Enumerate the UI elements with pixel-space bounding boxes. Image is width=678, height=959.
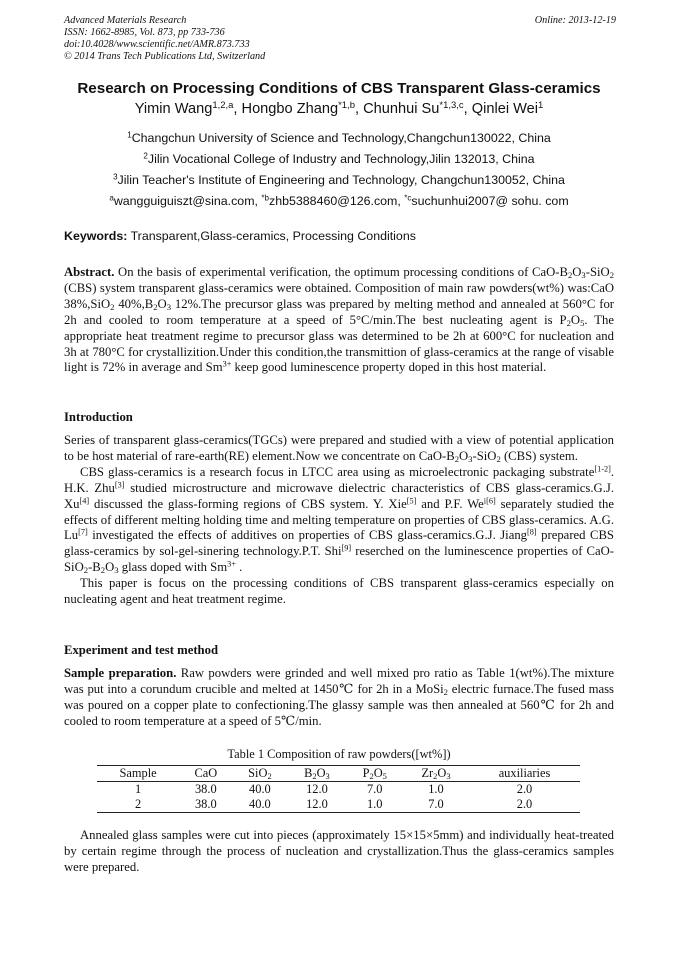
table-cell: 40.0 [232,797,287,813]
column-header: $B_2O_3$ [287,766,346,782]
table-cell: 12.0 [287,797,346,813]
column-header: $Zr_2O_3$ [403,766,469,782]
running-header [64,15,616,63]
column-header: auxiliaries [469,766,580,782]
citation-ref: [9] [341,543,352,553]
section-heading-experiment: Experiment and test method [64,643,219,657]
abstract [64,265,614,376]
citation-ref: i[6] [483,496,496,506]
table-cell: 38.0 [179,797,232,813]
table-cell: 1.0 [347,797,403,813]
keywords-label: Keywords: [64,229,128,243]
abstract-paragraph: Abstract. On the basis of experimental verification, the optimum processing conditions of CaO-$B_2O_3-SiO_2$ (CBS) system transparent glass-ceramics were obtained. Composition of main raw powders(wt%) was:CaO 38%,SiO$_2$ $40\%,B_2O_3$ 12%.The precursor glass was prepared by melting method and annealed at 560°C for 2h and cooled to room temperature at a speed of 5°C/min.The best nucleating agent is $P_2O_5$. The appropriate heat treatment regime to precursor glass was determined to be 2h at 600°C for nucleation and 3h at 780°C for crystallizition.Under this condition,the transmittion of glass-ceramics at the range of visable light is 72% in average and $Sm^{3+}$ keep good luminescence property doped in this host material. [64,265,615,375]
table-cell: 2 [97,797,179,813]
table-cell: 7.0 [366,782,383,796]
email-mark: *c [404,193,412,203]
author-name: Qinlei Wei [471,101,538,117]
subsection-label: Sample preparation. [64,666,177,680]
citation-ref: [7] [78,527,88,537]
keywords [64,229,416,243]
author-list: Yimin Wang$^{1,2,a}$, Hongbo Zhang$^{*1,b}$, Chunhui Su$^{*1,3,c}$, Qinlei Wei$^1$ [134,99,544,117]
table-cell: 7.0 [403,797,469,813]
citation-ref: [3] [114,480,125,490]
affiliation-text: Changchun University of Science and Technology,Changchun130022, China [131,131,551,145]
citation-ref: [5] [406,496,417,506]
journal-name: Advanced Materials Research [64,15,187,26]
affiliation-mark: 2 [143,151,148,161]
table-cell: 1 [134,782,142,796]
author-name: Chunhui Su [363,101,440,117]
table-caption: Table 1 Composition of raw powders([wt%]) [227,747,451,761]
table-cell: 12.0 [306,782,328,796]
paper-title: Research on Processing Conditions of CBS Transparent Glass-ceramics [77,80,601,97]
column-header: CaO [179,766,232,782]
table-cell: 2.0 [516,782,533,796]
intro-paragraph-3: This paper is focus on the processing conditions of CBS transparent glass-ceramics especially on nucleating agent and heat treatment regime. [64,576,614,607]
section-heading-introduction: Introduction [64,410,133,424]
table-header-row [97,766,580,782]
issn-line: ISSN: 1662-8985, Vol. 873, pp 733-736 [64,27,225,38]
email-link[interactable]: wangguiguiszt@sina.com, [113,194,258,208]
intro-paragraph-2: CBS glass-ceramics is a research focus in LTCC area using as microelectronic packaging substrate[1-2]. H.K. Zhu[3] studied microstructure and microwave dielectric characteristics of CBS glass-ceramics.G.J. Xu[4] discussed the glass-forming regions of CBS system. Y. Xie[5] and P.F. $We^{i[6]}$ separately studied the effects of different melting holding time and melting temperature on properties of CBS glass-ceramics. A.G. Lu[7] investigated the effects of additives on properties of CBS glass-ceramics.G.J. Jiang[8] prepared CBS glass-ceramics by sol-gel-sinering technology.P.T. Shi[9] reserched on the luminescence properties of CaO-$SiO_2-B_2O_3$ glass doped with $Sm^{3+}$ . [64,464,615,576]
affiliation-text: Jilin Teacher's Institute of Engineering and Technology, Changchun130052, China [117,173,565,187]
table-cell: 40.0 [249,782,271,796]
table-row [97,797,580,813]
email-mark: a [109,193,114,203]
keywords-text: Transparent,Glass-ceramics, Processing Conditions [130,229,416,243]
table-cell: 38.0 [194,782,217,796]
author-affiliation-mark: *1,b [338,99,355,111]
final-paragraph [64,828,614,876]
affiliation-3 [40,173,638,187]
sample-preparation-paragraph: Sample preparation. Raw powders were grinded and well mixed pro ratio as Table 1(wt%).The mixture was put into a corundum crucible and melted at 1450℃ for 2h in a MoSi$_2$ electric furnace.The fused mass was poured on a copper plate to confectioning.The glassy sample was then annealed at 560℃ for 2h and cooled to room temperature at a speed of 5℃/min. [64,666,615,728]
online-date: Online: 2013-12-19 [534,15,616,26]
email-mark: *b [261,193,270,203]
intro-paragraph-1: Series of transparent glass-ceramics(TGCs) were prepared and studied with a view of potential application to be host material of rare-earth(RE) element.Now we concentrate on CaO-$B_2O_3-SiO_2$ (CBS) system. [64,433,614,465]
table-cell: 2.0 [469,797,580,813]
abstract-label: Abstract. [64,265,115,279]
author-affiliation-mark: 1,2,a [212,99,234,111]
affiliation-1 [40,131,638,145]
citation-ref: [4] [79,496,90,506]
email-link[interactable]: zhb5388460@126.com, [269,194,401,208]
citation-ref: [8] [527,527,537,537]
body-paragraph: Annealed glass samples were cut into pieces (approximately 15×15×5mm) and individually heat-treated by certain regime through the process of nucleation and crystallization.Thus the glass-ceramics samples were prepared. [64,828,614,874]
column-header: SiO$_2$ [232,766,287,782]
column-header: $P_2O_5$ [347,766,403,782]
affiliation-mark: 3 [113,172,118,182]
citation-ref: [1-2] [594,464,611,474]
column-header: Sample [97,766,179,782]
composition-table [97,765,580,813]
affiliation-2 [40,152,638,166]
affiliation-text: Jilin Vocational College of Industry and Technology,Jilin 132013, China [147,152,535,166]
email-line [40,194,638,208]
affiliation-mark: 1 [127,130,132,140]
table-cell: 1.0 [428,782,444,796]
author-name: Yimin Wang [134,101,213,117]
table-row [97,782,580,798]
copyright-line: © 2014 Trans Tech Publications Ltd, Switzerland [64,51,266,62]
experiment-body [64,666,614,730]
author-name: Hongbo Zhang [241,101,339,117]
introduction-body [64,433,614,608]
doi-line: doi:10.4028/www.scientific.net/AMR.873.733 [64,39,250,50]
author-affiliation-mark: *1,3,c [439,99,464,111]
email-link[interactable]: suchunhui2007@ sohu. com [411,194,569,208]
author-affiliation-mark: 1 [538,99,544,111]
